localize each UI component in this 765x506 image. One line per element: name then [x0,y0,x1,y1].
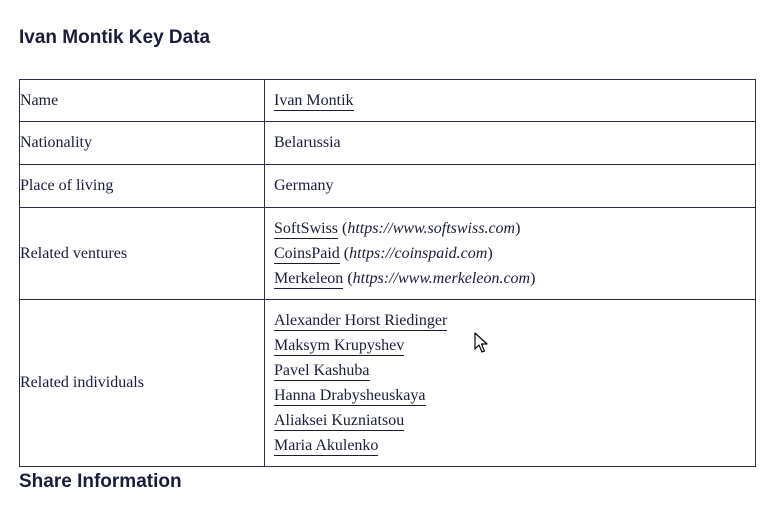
table-row-nationality [20,122,756,165]
nationality-value: Belarussia [265,122,756,165]
individuals-value-cell [265,300,756,467]
ventures-label: Related ventures [20,208,265,300]
ventures-value-cell [265,208,756,300]
individual-item [274,433,755,458]
place-label: Place of living [20,165,265,208]
individuals-label: Related individuals [20,300,265,467]
share-information-heading: Share Information [19,471,182,492]
individual-item [274,358,755,383]
venture-link-merkeleon[interactable]: Merkeleon [274,270,344,287]
individual-link[interactable]: Maria Akulenko [274,437,379,454]
key-data-table [19,79,756,467]
venture-item: SoftSwiss (https://www.softswiss.com) [274,220,521,237]
page-title: Ivan Montik Key Data [19,27,211,48]
individual-link[interactable]: Aliaksei Kuzniatsou [274,412,405,429]
venture-url: https://www.softswiss.com [347,220,516,237]
individual-link[interactable]: Maksym Krupyshev [274,337,405,354]
venture-link-coinspaid[interactable]: CoinsPaid [274,245,340,262]
venture-link-softswiss[interactable]: SoftSwiss [274,220,339,237]
individual-item [274,333,755,358]
venture-url: https://www.merkeleon.com [352,270,531,287]
person-link[interactable]: Ivan Montik [274,91,354,109]
individual-item [274,408,755,433]
name-label: Name [20,80,265,122]
table-row-ventures [20,208,756,300]
nationality-label: Nationality [20,122,265,165]
individual-link[interactable]: Alexander Horst Riedinger [274,312,448,329]
individual-link[interactable]: Pavel Kashuba [274,362,370,379]
venture-item: Merkeleon (https://www.merkeleon.com) [274,270,536,287]
venture-item: CoinsPaid (https://coinspaid.com) [274,245,493,262]
table-row-individuals [20,300,756,467]
table-row-place [20,165,756,208]
mouse-pointer-icon [474,332,488,354]
individual-item [274,383,755,408]
venture-url: https://coinspaid.com [349,245,488,262]
place-value: Germany [265,165,756,208]
name-value-cell [265,80,756,122]
table-row-name [20,80,756,122]
individual-item [274,308,755,333]
individual-link[interactable]: Hanna Drabysheuskaya [274,387,426,404]
